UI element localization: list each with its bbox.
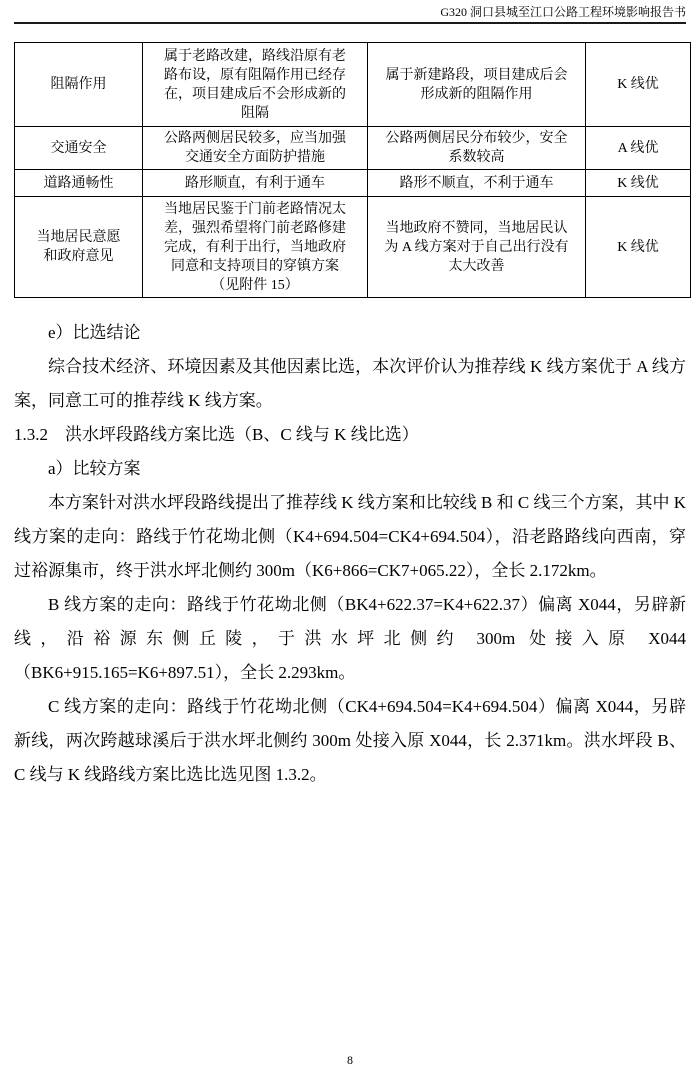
page-number: 8	[347, 1053, 353, 1067]
factor-cell: 交通安全	[15, 127, 143, 170]
factor-cell: 阻隔作用	[15, 43, 143, 127]
a-line-cell: 公路两侧居民分布较少，安全系数较高	[368, 127, 586, 170]
table-row	[15, 170, 691, 197]
page-header	[14, 0, 686, 24]
result-cell: K 线优	[586, 170, 691, 197]
result-cell: A 线优	[586, 127, 691, 170]
k-line-route-paragraph: 本方案针对洪水坪段路线提出了推荐线 K 线方案和比较线 B 和 C 线三个方案，其中 K 线方案的走向：路线于竹花坳北侧（K4+694.504=CK4+694.504），沿老路路线向西南，穿过裕源集市，终于洪水坪北侧约 300m（K6+866=CK7+065.22），全长 2.172km。	[14, 493, 686, 580]
comparison-subheading: a）比较方案	[48, 459, 141, 478]
k-line-cell: 公路两侧居民较多，应当加强交通安全方面防护措施	[143, 127, 368, 170]
conclusion-paragraph: 综合技术经济、环境因素及其他因素比选，本次评价认为推荐线 K 线方案优于 A 线方案，同意工可的推荐线 K 线方案。	[14, 357, 686, 410]
table-row	[15, 127, 691, 170]
a-line-cell: 当地政府不赞同，当地居民认为 A 线方案对于自己出行没有太大改善	[368, 197, 586, 298]
comparison-table	[14, 42, 691, 298]
a-line-cell: 路形不顺直，不利于通车	[368, 170, 586, 197]
result-cell: K 线优	[586, 197, 691, 298]
factor-cell: 当地居民意愿和政府意见	[15, 197, 143, 298]
body-content	[14, 316, 686, 792]
k-line-cell: 路形顺直，有利于通车	[143, 170, 368, 197]
conclusion-subheading: e）比选结论	[48, 323, 141, 342]
b-line-route-paragraph: B 线方案的走向：路线于竹花坳北侧（BK4+622.37=K4+622.37）偏离 X044，另辟新线，沿裕源东侧丘陵，于洪水坪北侧约 300m 处接入原 X044（BK6+915.165=K6+897.51），全长 2.293km。	[14, 595, 686, 682]
k-line-cell: 当地居民鉴于门前老路情况太差，强烈希望将门前老路修建完成，有利于出行，当地政府同意和支持项目的穿镇方案（见附件 15）	[143, 197, 368, 298]
section-heading-1-3-2: 1.3.2 洪水坪段路线方案比选（B、C 线与 K 线比选）	[14, 425, 419, 444]
page-footer	[0, 1053, 700, 1067]
c-line-route-paragraph: C 线方案的走向：路线于竹花坳北侧（CK4+694.504=K4+694.504）偏离 X044，另辟新线，两次跨越球溪后于洪水坪北侧约 300m 处接入原 X044，长 2.371km。洪水坪段 B、C 线与 K 线路线方案比选比选见图 1.3.2。	[14, 697, 686, 784]
header-title: G320 洞口县城至江口公路工程环境影响报告书	[440, 5, 686, 19]
table-row	[15, 43, 691, 127]
result-cell: K 线优	[586, 43, 691, 127]
k-line-cell: 属于老路改建，路线沿原有老路布设，原有阻隔作用已经存在，项目建成后不会形成新的阻隔	[143, 43, 368, 127]
table-row	[15, 197, 691, 298]
factor-cell: 道路通畅性	[15, 170, 143, 197]
a-line-cell: 属于新建路段，项目建成后会形成新的阻隔作用	[368, 43, 586, 127]
